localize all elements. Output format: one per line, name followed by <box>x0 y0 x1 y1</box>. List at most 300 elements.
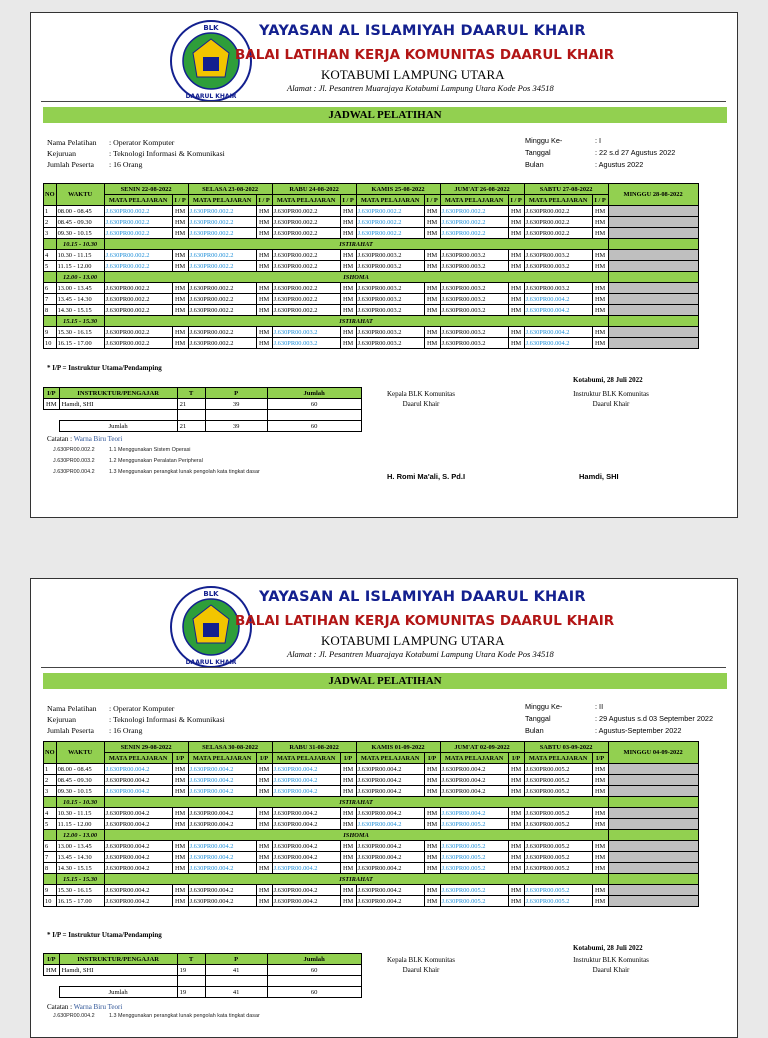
instructor-code: HM <box>340 305 356 316</box>
competency-text: 1.3 Menggunakan perangkat lunak pengolah kata tingkat dasar <box>109 1013 260 1019</box>
schedule-table <box>43 183 699 349</box>
subject-code: J.630PR00.002.2 <box>272 294 340 305</box>
subject-code: J.630PR00.003.2 <box>272 327 340 338</box>
day-header: KAMIS 01-09-2022 <box>356 742 440 753</box>
instructor-code: HM <box>256 217 272 228</box>
competency-text: 1.2 Menggunakan Peralatan Peripheral <box>109 458 203 464</box>
instructor-code: HM <box>172 228 188 239</box>
mapel-header: MATA PELAJARAN <box>356 195 424 206</box>
subject-code: J.630PR00.005.2 <box>440 896 508 907</box>
instructor-code: HM <box>424 338 440 349</box>
instructor-code: HM <box>172 896 188 907</box>
instructor-code: HM <box>424 841 440 852</box>
subject-code: J.630PR00.005.2 <box>524 852 592 863</box>
subject-code: J.630PR00.003.2 <box>524 250 592 261</box>
subject-code: J.630PR00.002.2 <box>272 206 340 217</box>
subject-code: J.630PR00.004.2 <box>188 808 256 819</box>
value: : 22 s.d 27 Agustus 2022 <box>595 148 676 157</box>
sunday-cell <box>608 863 698 874</box>
row-number: 5 <box>44 261 57 272</box>
blank-cell <box>608 272 698 283</box>
row-time: 16.15 - 17.00 <box>56 896 104 907</box>
blank-cell <box>44 976 178 987</box>
instructor-code: HM <box>340 294 356 305</box>
label: Minggu Ke- <box>525 702 563 711</box>
subject-code: J.630PR00.002.2 <box>440 206 508 217</box>
ins-t: 19 <box>177 965 205 976</box>
sunday-cell <box>608 786 698 797</box>
blank-cell <box>608 797 698 808</box>
value: : 16 Orang <box>109 160 143 169</box>
subject-code: J.630PR00.004.2 <box>272 896 340 907</box>
instructor-code: HM <box>592 294 608 305</box>
ins-p: 41 <box>205 965 267 976</box>
subject-code: J.630PR00.002.2 <box>188 338 256 349</box>
instructor-code: HM <box>508 808 524 819</box>
subject-code: J.630PR00.004.2 <box>104 863 172 874</box>
day-header: SELASA 30-08-2022 <box>188 742 272 753</box>
subject-code: J.630PR00.005.2 <box>440 852 508 863</box>
subject-code: J.630PR00.002.2 <box>356 217 424 228</box>
instructor-code: HM <box>256 896 272 907</box>
blank-cell <box>608 316 698 327</box>
subject-code: J.630PR00.002.2 <box>104 305 172 316</box>
instructor-code: HM <box>508 764 524 775</box>
sunday-cell <box>608 250 698 261</box>
ttd-date: Kotabumi, 28 Juli 2022 <box>573 376 643 384</box>
subject-code: J.630PR00.002.2 <box>524 228 592 239</box>
instructor-code: HM <box>256 863 272 874</box>
ins-total: 60 <box>267 965 361 976</box>
row-number: 6 <box>44 283 57 294</box>
subject-code: J.630PR00.004.2 <box>188 885 256 896</box>
col-no-header: NO <box>44 184 57 206</box>
subject-code: J.630PR00.004.2 <box>272 786 340 797</box>
row-time: 13.45 - 14.30 <box>56 852 104 863</box>
instructor-code: HM <box>172 261 188 272</box>
subject-code: J.630PR00.004.2 <box>188 896 256 907</box>
catatan-label: Catatan : <box>47 1003 73 1011</box>
blank-cell <box>44 410 178 421</box>
row-number: 1 <box>44 764 57 775</box>
ip-header: I/P <box>172 753 188 764</box>
subject-code: J.630PR00.005.2 <box>524 786 592 797</box>
ins-header-p: P <box>205 388 267 399</box>
row-time: 13.45 - 14.30 <box>56 294 104 305</box>
row-time: 11.15 - 12.00 <box>56 261 104 272</box>
ins-header-ip: I/P <box>44 388 60 399</box>
ins-jumlah-label: Jumlah <box>59 421 177 432</box>
instructor-code: HM <box>592 261 608 272</box>
subject-code: J.630PR00.004.2 <box>356 775 424 786</box>
org-address: Alamat : Jl. Pesantren Muarajaya Kotabumi Lampung Utara Kode Pos 34518 <box>287 649 554 659</box>
ip-header: I/P <box>424 753 440 764</box>
instructor-code: HM <box>172 764 188 775</box>
row-number: 10 <box>44 896 57 907</box>
org-city: KOTABUMI LAMPUNG UTARA <box>321 67 505 82</box>
instructor-code: HM <box>340 808 356 819</box>
competency-code: J.630PR00.003.2 <box>53 458 95 464</box>
subject-code: J.630PR00.002.2 <box>104 250 172 261</box>
catatan-value: Warna Biru Teori <box>73 1003 123 1011</box>
break-time: 10.15 - 10.30 <box>56 239 104 250</box>
break-label: ISTIRAHAT <box>104 797 608 808</box>
subject-code: J.630PR00.003.2 <box>272 338 340 349</box>
instructor-code: HM <box>256 775 272 786</box>
sunday-cell <box>608 852 698 863</box>
subject-code: J.630PR00.002.2 <box>440 217 508 228</box>
instructor-code: HM <box>508 283 524 294</box>
ttd-date: Kotabumi, 28 Juli 2022 <box>573 944 643 952</box>
instructor-code: HM <box>592 305 608 316</box>
ins-jumlah-p: 39 <box>205 421 267 432</box>
competency-item <box>53 456 260 467</box>
break-label: ISTIRAHAT <box>104 874 608 885</box>
break-label: ISHOMA <box>104 272 608 283</box>
break-time: 10.15 - 10.30 <box>56 797 104 808</box>
label: Nama Pelatihan <box>47 704 97 713</box>
subject-code: J.630PR00.005.2 <box>524 819 592 830</box>
sunday-cell <box>608 294 698 305</box>
subject-code: J.630PR00.002.2 <box>272 217 340 228</box>
label: Jumlah Peserta <box>47 726 94 735</box>
sunday-cell <box>608 896 698 907</box>
ins-header-ip: I/P <box>44 954 60 965</box>
instructor-code: HM <box>424 294 440 305</box>
catatan-label: Catatan : <box>47 435 73 443</box>
instructor-code: HM <box>592 852 608 863</box>
subject-code: J.630PR00.004.2 <box>356 786 424 797</box>
instructor-code: HM <box>424 808 440 819</box>
value: : 29 Agustus s.d 03 September 2022 <box>595 714 714 723</box>
subject-code: J.630PR00.004.2 <box>356 764 424 775</box>
table-row <box>44 764 699 775</box>
row-number: 2 <box>44 217 57 228</box>
ip-header: I/P <box>592 753 608 764</box>
instructor-code: HM <box>340 852 356 863</box>
instructor-code: HM <box>256 338 272 349</box>
label: Bulan <box>525 160 544 169</box>
ttd-left-title1: Kepala BLK Komunitas <box>386 956 456 964</box>
table-row <box>44 305 699 316</box>
row-time: 09.30 - 10.15 <box>56 786 104 797</box>
subject-code: J.630PR00.004.2 <box>188 819 256 830</box>
value: : Operator Komputer <box>109 704 175 713</box>
row-time: 13.00 - 13.45 <box>56 283 104 294</box>
subject-code: J.630PR00.003.2 <box>440 294 508 305</box>
ttd-right-name: Hamdi, SHI <box>579 472 619 481</box>
label: Nama Pelatihan <box>47 138 97 147</box>
label: Kejuruan <box>47 715 77 724</box>
instructor-code: HM <box>424 775 440 786</box>
subject-code: J.630PR00.002.2 <box>188 261 256 272</box>
org-line2: BALAI LATIHAN KERJA KOMUNITAS DAARUL KHAIR <box>235 47 615 63</box>
row-time: 08.45 - 09.30 <box>56 775 104 786</box>
day-header: RABU 24-08-2022 <box>272 184 356 195</box>
value: : Agustus 2022 <box>595 160 644 169</box>
blank-cell <box>44 316 57 327</box>
instructor-code: HM <box>172 775 188 786</box>
blank-cell <box>44 272 57 283</box>
subject-code: J.630PR00.003.2 <box>440 305 508 316</box>
subject-code: J.630PR00.002.2 <box>524 206 592 217</box>
row-time: 08.00 - 08.45 <box>56 206 104 217</box>
instructor-code: HM <box>424 764 440 775</box>
table-row <box>44 885 699 896</box>
training-info <box>47 137 225 170</box>
ins-jumlah-total: 60 <box>267 421 361 432</box>
blank-cell <box>44 987 60 998</box>
ins-header-total: Jumlah <box>267 954 361 965</box>
row-number: 9 <box>44 885 57 896</box>
blank-cell <box>267 410 361 421</box>
ins-header-t: T <box>177 388 205 399</box>
table-row <box>44 896 699 907</box>
subject-code: J.630PR00.004.2 <box>272 885 340 896</box>
subject-code: J.630PR00.005.2 <box>524 841 592 852</box>
instructor-code: HM <box>172 327 188 338</box>
row-number: 10 <box>44 338 57 349</box>
table-row <box>44 294 699 305</box>
ttd-left-title2: Daarul Khair <box>402 400 440 408</box>
ttd-right-title2: Daarul Khair <box>592 966 630 974</box>
mapel-header: MATA PELAJARAN <box>272 195 340 206</box>
day-header: SELASA 23-08-2022 <box>188 184 272 195</box>
instructor-code: HM <box>592 808 608 819</box>
instructor-code: HM <box>340 775 356 786</box>
week-info <box>525 135 675 171</box>
sunday-cell <box>608 764 698 775</box>
mapel-header: MATA PELAJARAN <box>104 195 172 206</box>
subject-code: J.630PR00.004.2 <box>272 852 340 863</box>
subject-code: J.630PR00.005.2 <box>440 863 508 874</box>
subject-code: J.630PR00.004.2 <box>272 819 340 830</box>
day-header: SENIN 22-08-2022 <box>104 184 188 195</box>
instructor-code: HM <box>340 764 356 775</box>
ip-header: I / P <box>424 195 440 206</box>
blank-cell <box>177 976 205 987</box>
instructor-code: HM <box>340 819 356 830</box>
instructor-code: HM <box>424 885 440 896</box>
subject-code: J.630PR00.004.2 <box>272 775 340 786</box>
instructor-code: HM <box>508 338 524 349</box>
catatan-value: Warna Biru Teori <box>73 435 123 443</box>
instructor-code: HM <box>172 283 188 294</box>
subject-code: J.630PR00.004.2 <box>356 852 424 863</box>
subject-code: J.630PR00.004.2 <box>104 885 172 896</box>
row-time: 09.30 - 10.15 <box>56 228 104 239</box>
subject-code: J.630PR00.004.2 <box>356 808 424 819</box>
sunday-header: MINGGU 28-08-2022 <box>608 184 698 206</box>
table-row <box>44 217 699 228</box>
subject-code: J.630PR00.002.2 <box>440 228 508 239</box>
subject-code: J.630PR00.004.2 <box>440 775 508 786</box>
subject-code: J.630PR00.004.2 <box>356 863 424 874</box>
subject-code: J.630PR00.004.2 <box>356 819 424 830</box>
subject-code: J.630PR00.002.2 <box>272 305 340 316</box>
label: Bulan <box>525 726 544 735</box>
ip-header: I / P <box>256 195 272 206</box>
instructor-code: HM <box>172 841 188 852</box>
instructor-code: HM <box>508 294 524 305</box>
band-title: JADWAL PELATIHAN <box>43 107 727 123</box>
subject-code: J.630PR00.002.2 <box>188 250 256 261</box>
instructor-code: HM <box>508 250 524 261</box>
instructor-code: HM <box>508 217 524 228</box>
mapel-header: MATA PELAJARAN <box>104 753 172 764</box>
letterhead <box>31 579 737 673</box>
value: : Teknologi Informasi & Komunikasi <box>109 715 225 724</box>
subject-code: J.630PR00.004.2 <box>524 327 592 338</box>
value: : I <box>595 136 602 145</box>
subject-code: J.630PR00.005.2 <box>524 885 592 896</box>
instructor-code: HM <box>424 819 440 830</box>
instructor-code: HM <box>256 305 272 316</box>
instructor-code: HM <box>424 896 440 907</box>
sunday-cell <box>608 228 698 239</box>
instructor-code: HM <box>256 786 272 797</box>
subject-code: J.630PR00.002.2 <box>188 294 256 305</box>
subject-code: J.630PR00.005.2 <box>524 775 592 786</box>
row-number: 2 <box>44 775 57 786</box>
subject-code: J.630PR00.002.2 <box>188 217 256 228</box>
row-time: 11.15 - 12.00 <box>56 819 104 830</box>
table-row <box>44 797 699 808</box>
ins-header-p: P <box>205 954 267 965</box>
ttd-right-title1: Instruktur BLK Komunitas <box>573 956 649 964</box>
table-row <box>44 239 699 250</box>
ttd-left-title <box>361 389 481 409</box>
schedule-table <box>43 741 699 907</box>
catatan <box>47 1003 122 1011</box>
instructor-code: HM <box>508 775 524 786</box>
ttd-right-title1: Instruktur BLK Komunitas <box>573 390 649 398</box>
schedule-page-1 <box>30 12 738 518</box>
subject-code: J.630PR00.003.2 <box>524 261 592 272</box>
instructor-code: HM <box>340 217 356 228</box>
subject-code: J.630PR00.004.2 <box>440 786 508 797</box>
subject-code: J.630PR00.002.2 <box>188 305 256 316</box>
ins-total: 60 <box>267 399 361 410</box>
blank-cell <box>608 239 698 250</box>
subject-code: J.630PR00.004.2 <box>272 841 340 852</box>
instructor-code: HM <box>592 228 608 239</box>
instructor-code: HM <box>340 863 356 874</box>
break-label: ISHOMA <box>104 830 608 841</box>
competency-code: J.630PR00.002.2 <box>53 447 95 453</box>
instructor-code: HM <box>340 885 356 896</box>
subject-code: J.630PR00.005.2 <box>524 896 592 907</box>
instructor-code: HM <box>424 250 440 261</box>
sunday-cell <box>608 841 698 852</box>
instructor-code: HM <box>592 217 608 228</box>
subject-code: J.630PR00.004.2 <box>188 852 256 863</box>
subject-code: J.630PR00.005.2 <box>524 764 592 775</box>
subject-code: J.630PR00.004.2 <box>524 305 592 316</box>
org-line1: YAYASAN AL ISLAMIYAH DAARUL KHAIR <box>259 589 586 605</box>
org-line2: BALAI LATIHAN KERJA KOMUNITAS DAARUL KHAIR <box>235 613 615 629</box>
instructor-code: HM <box>172 885 188 896</box>
mapel-header: MATA PELAJARAN <box>524 195 592 206</box>
subject-code: J.630PR00.004.2 <box>524 294 592 305</box>
competency-text: 1.1 Menggunakan Sistem Operasi <box>109 447 191 453</box>
break-time: 15.15 - 15.30 <box>56 316 104 327</box>
instructor-code: HM <box>340 250 356 261</box>
mapel-header: MATA PELAJARAN <box>524 753 592 764</box>
catatan <box>47 435 122 443</box>
subject-code: J.630PR00.004.2 <box>188 863 256 874</box>
instructor-code: HM <box>256 283 272 294</box>
ins-header-t: T <box>177 954 205 965</box>
instructor-code: HM <box>424 283 440 294</box>
label: Minggu Ke- <box>525 136 563 145</box>
table-row <box>44 852 699 863</box>
row-time: 14.30 - 15.15 <box>56 863 104 874</box>
competency-code: J.630PR00.004.2 <box>53 469 95 475</box>
instructor-code: HM <box>340 786 356 797</box>
subject-code: J.630PR00.005.2 <box>524 808 592 819</box>
sunday-cell <box>608 327 698 338</box>
instructor-code: HM <box>592 327 608 338</box>
row-number: 9 <box>44 327 57 338</box>
ins-jumlah-p: 41 <box>205 987 267 998</box>
instructor-code: HM <box>172 217 188 228</box>
blank-cell <box>177 410 205 421</box>
instructor-code: HM <box>592 283 608 294</box>
mapel-header: MATA PELAJARAN <box>272 753 340 764</box>
table-row <box>44 808 699 819</box>
row-number: 8 <box>44 305 57 316</box>
ip-note: * I/P = Instruktur Utama/Pendamping <box>47 364 162 372</box>
instructor-code: HM <box>424 327 440 338</box>
col-no-header: NO <box>44 742 57 764</box>
instructor-code: HM <box>424 217 440 228</box>
instructor-code: HM <box>340 327 356 338</box>
table-row <box>44 786 699 797</box>
sunday-cell <box>608 775 698 786</box>
org-city: KOTABUMI LAMPUNG UTARA <box>321 633 505 648</box>
instructor-code: HM <box>424 786 440 797</box>
subject-code: J.630PR00.004.2 <box>272 764 340 775</box>
subject-code: J.630PR00.002.2 <box>104 327 172 338</box>
subject-code: J.630PR00.004.2 <box>524 338 592 349</box>
instructor-code: HM <box>424 863 440 874</box>
day-header: KAMIS 25-08-2022 <box>356 184 440 195</box>
break-label: ISTIRAHAT <box>104 316 608 327</box>
ins-jumlah-label: Jumlah <box>59 987 177 998</box>
instructor-code: HM <box>340 261 356 272</box>
subject-code: J.630PR00.004.2 <box>104 852 172 863</box>
instructor-code: HM <box>592 338 608 349</box>
table-row <box>44 261 699 272</box>
subject-code: J.630PR00.004.2 <box>104 764 172 775</box>
subject-code: J.630PR00.002.2 <box>356 228 424 239</box>
table-row <box>44 206 699 217</box>
table-row <box>44 775 699 786</box>
subject-code: J.630PR00.003.2 <box>440 338 508 349</box>
subject-code: J.630PR00.003.2 <box>356 261 424 272</box>
subject-code: J.630PR00.003.2 <box>440 250 508 261</box>
subject-code: J.630PR00.004.2 <box>188 786 256 797</box>
subject-code: J.630PR00.003.2 <box>356 338 424 349</box>
subject-code: J.630PR00.003.2 <box>524 283 592 294</box>
day-header: JUM'AT 02-09-2022 <box>440 742 524 753</box>
table-row <box>44 228 699 239</box>
subject-code: J.630PR00.003.2 <box>440 261 508 272</box>
value: : Operator Komputer <box>109 138 175 147</box>
row-number: 8 <box>44 863 57 874</box>
ttd-left-title1: Kepala BLK Komunitas <box>386 390 456 398</box>
